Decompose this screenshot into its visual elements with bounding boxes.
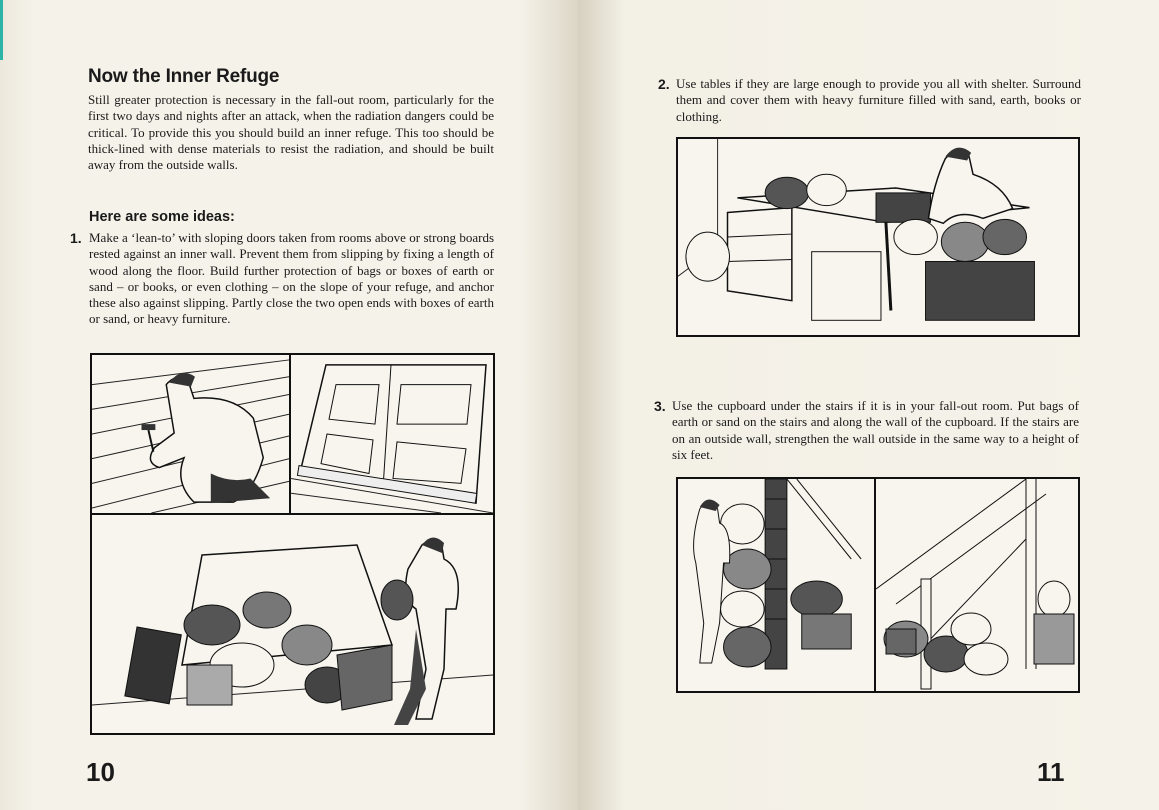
item-3-text: Use the cupboard under the stairs if it is in your fall-out room. Put bags of earth or sand on the stairs and along the wall of the cupboard. If the stairs are on an outside wall, strengthen the wall outside in the same way to a height of six feet. bbox=[672, 398, 1079, 462]
item-1-number: 1. bbox=[70, 230, 82, 246]
page-heading: Now the Inner Refuge bbox=[88, 66, 280, 87]
under-stairs-illustration bbox=[676, 477, 1080, 693]
left-page bbox=[0, 0, 578, 810]
item-2-number: 2. bbox=[658, 76, 670, 92]
page-number-left: 10 bbox=[86, 757, 115, 787]
page-number-right: 11 bbox=[1037, 757, 1065, 787]
ideas-subheading: Here are some ideas: bbox=[89, 209, 235, 225]
panel-lean-to bbox=[92, 515, 493, 733]
lean-to-illustration bbox=[90, 353, 495, 735]
right-page bbox=[578, 0, 1159, 810]
item-2-text: Use tables if they are large enough to provide you all with shelter. Surround them and cover them with heavy furniture filled with sand, earth, books or clothing. bbox=[676, 76, 1081, 124]
page-edge-mark bbox=[0, 0, 3, 60]
intro-paragraph: Still greater protection is necessary in the fall-out room, particularly for the first two days and nights after an attack, when the radiation dangers could be critical. To provide this you should build an inner refuge. This too should be thick-lined with dense materials to resist the radiation, and should be built away from the outside walls. bbox=[88, 92, 494, 173]
panel-under-stairs-right bbox=[876, 479, 1078, 691]
panel-doors bbox=[291, 355, 493, 515]
panel-hammering bbox=[92, 355, 291, 515]
table-shelter-illustration bbox=[676, 137, 1080, 337]
panel-under-stairs-left bbox=[678, 479, 876, 691]
item-3-number: 3. bbox=[654, 398, 666, 414]
item-1-text: Make a ‘lean-to’ with sloping doors taken from rooms above or strong boards rested against an inner wall. Prevent them from slipping by fixing a length of wood along the floor. Build further protection of bags or boxes of earth or sand – or books, or even clothing – on the slope of your refuge, and anchor these also against slipping. Partly close the two open ends with boxes of earth or sand, or heavy furniture. bbox=[89, 230, 494, 327]
